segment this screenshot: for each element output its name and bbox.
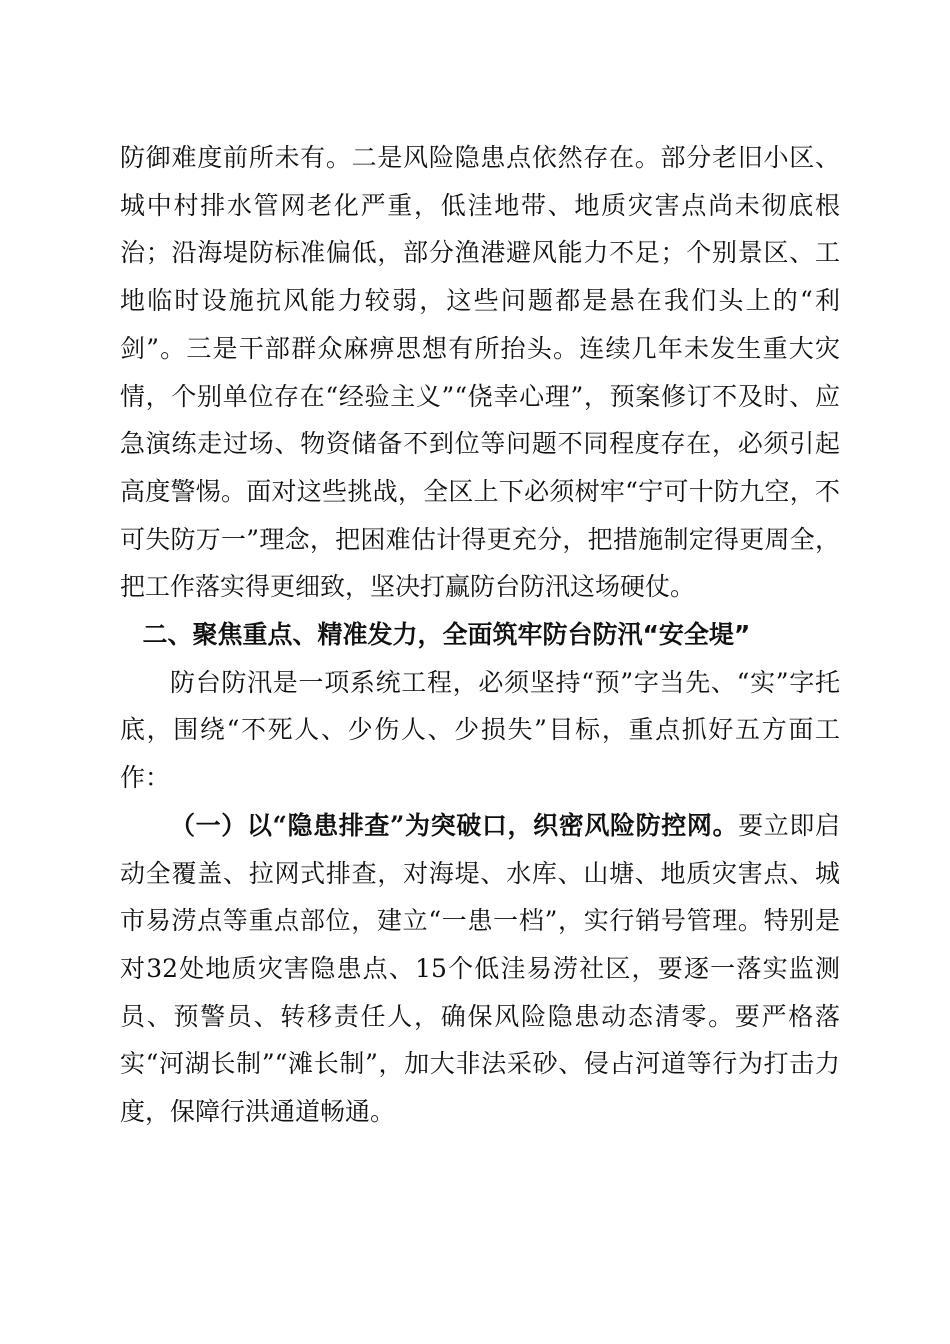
document-body [120,134,840,1136]
section-heading: 二、聚焦重点、精准发力，全面筑牢防台防汛“安全堤” [142,620,751,650]
subsection-paragraph [120,802,840,1136]
section-intro-paragraph: 防台防汛是一项系统工程，必须坚持“预”字当先、“实”字托底，围绕“不死人、少伤人、少损失”目标，重点抓好五方面工作： [120,667,840,793]
subsection-title: （一）以“隐患排查”为突破口，织密风险防控网。 [170,810,739,840]
body-paragraph-continued: 防御难度前所未有。二是风险隐患点依然存在。部分老旧小区、城中村排水管网老化严重，低洼地带、地质灾害点尚未彻底根治；沿海堤防标准偏低，部分渔港避风能力不足；个别景区、工地临时设施抗风能力较弱，这些问题都是悬在我们头上的“利剑”。三是干部群众麻痹思想有所抬头。连续几年未发生重大灾情，个别单位存在“经验主义”“侥幸心理”，预案修订不及时、应急演练走过场、物资储备不到位等问题不同程度存在，必须引起高度警惕。面对这些挑战，全区上下必须树牢“宁可十防九空，不可失防万一”理念，把困难估计得更充分，把措施制定得更周全，把工作落实得更细致，坚决打赢防台防汛这场硬仗。 [120,143,840,602]
subsection-body: 要立即启动全覆盖、拉网式排查，对海堤、水库、山塘、地质灾害点、城市易涝点等重点部位，建立“一患一档”，实行销号管理。特别是对32处地质灾害隐患点、15个低洼易涝社区，要逐一落实监测员、预警员、转移责任人，确保风险隐患动态清零。要严格落实“河湖长制”“滩长制”，加大非法采砂、侵占河道等行为打击力度，保障行洪通道畅通。 [120,810,840,1127]
